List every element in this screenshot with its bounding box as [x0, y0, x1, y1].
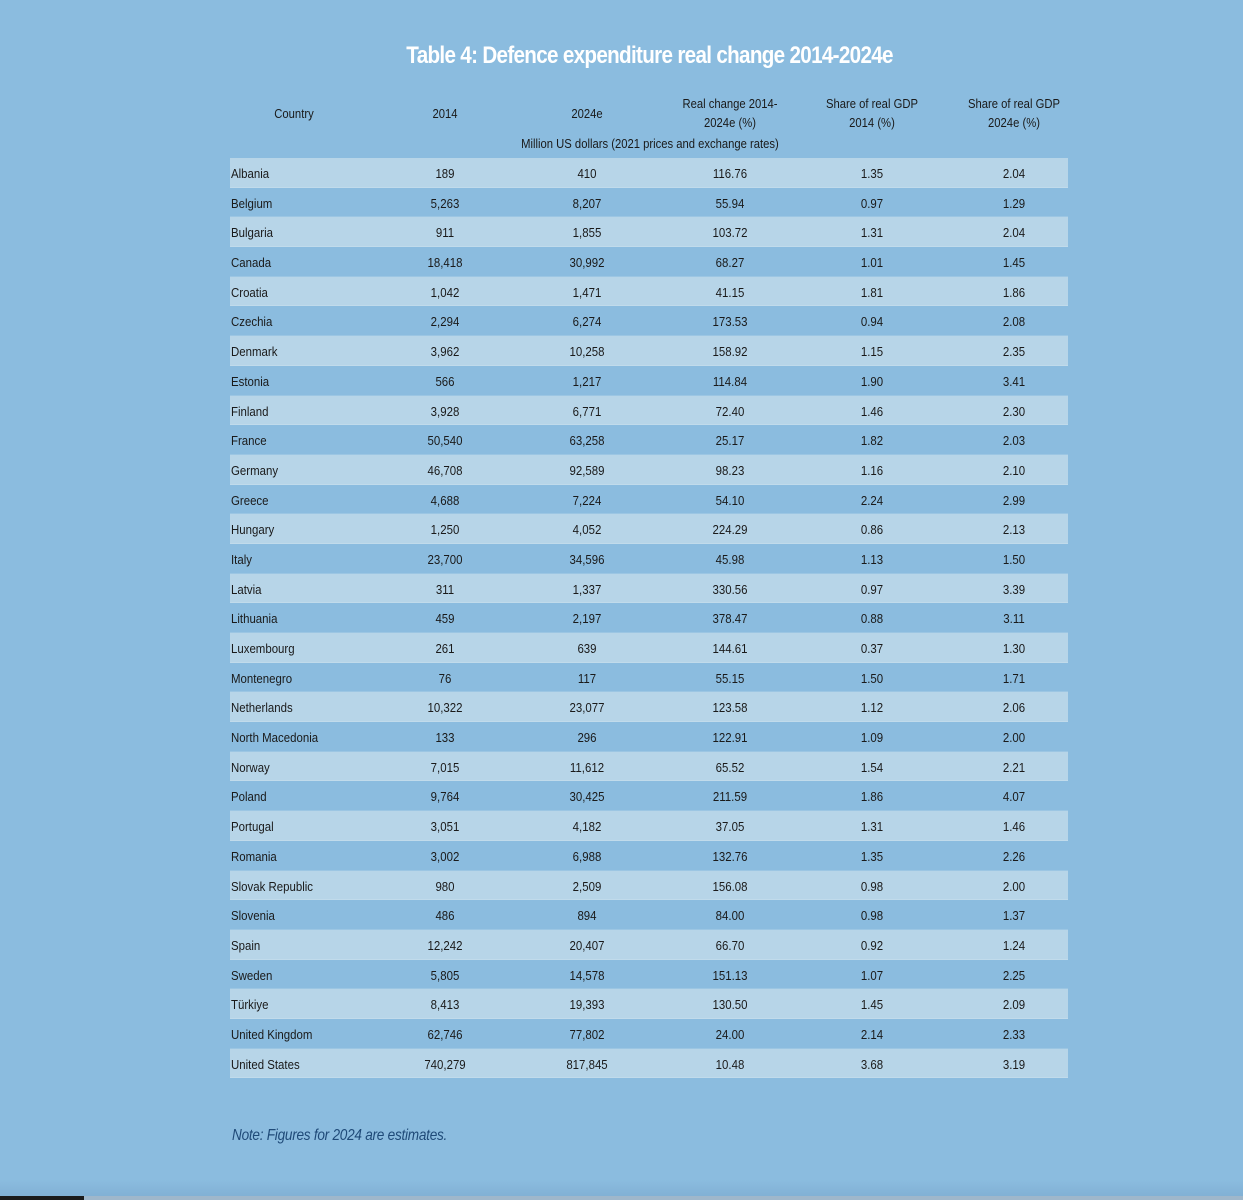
cell-real-change: 156.08	[712, 878, 748, 894]
cell-2024e: 4,052	[572, 522, 602, 538]
cell-real-change: 116.76	[712, 166, 748, 181]
cell-2014: 311	[435, 581, 455, 597]
cell-2014: 5,263	[430, 195, 460, 211]
cell-gdp-2014: 1.31	[860, 819, 884, 835]
table-row	[230, 574, 1068, 604]
cell-real-change: 130.50	[712, 997, 748, 1013]
cell-gdp-2024e: 2.06	[1002, 700, 1026, 716]
cell-gdp-2014: 0.97	[860, 195, 884, 211]
cell-gdp-2024e: 1.46	[1002, 819, 1026, 835]
cell-real-change: 55.94	[715, 195, 745, 211]
cell-real-change: 330.56	[712, 581, 748, 597]
cell-country: Norway	[231, 759, 270, 775]
cell-gdp-2024e: 1.37	[1002, 908, 1026, 924]
table-body	[230, 158, 1068, 1078]
defence-expenditure-table	[230, 90, 1068, 1078]
cell-2014: 62,746	[427, 1026, 463, 1042]
cell-gdp-2014: 1.15	[860, 344, 884, 360]
cell-gdp-2014: 1.35	[860, 848, 884, 864]
cell-gdp-2014: 1.54	[860, 759, 884, 775]
cell-2024e: 1,217	[572, 373, 602, 389]
cell-real-change: 24.00	[715, 1026, 745, 1042]
cell-gdp-2024e: 3.19	[1002, 1056, 1026, 1072]
table-row	[230, 1019, 1068, 1049]
cell-gdp-2024e: 2.10	[1002, 462, 1026, 478]
cell-2024e: 14,578	[569, 967, 605, 983]
header-gdp-2014	[809, 95, 935, 133]
cell-gdp-2024e: 3.39	[1002, 581, 1026, 597]
table-row	[230, 781, 1068, 811]
cell-real-change: 55.15	[715, 670, 745, 686]
table-title: Table 4: Defence expenditure real change 2014-2024e	[406, 42, 893, 69]
cell-2024e: 6,274	[572, 314, 602, 330]
cell-real-change: 25.17	[715, 433, 745, 449]
cell-gdp-2024e: 2.26	[1002, 848, 1026, 864]
cell-2024e: 894	[577, 908, 597, 924]
cell-real-change: 45.98	[715, 551, 745, 567]
cell-gdp-2024e: 1.30	[1002, 641, 1026, 656]
cell-2024e: 117	[577, 670, 597, 686]
cell-2014: 189	[435, 166, 455, 181]
cell-2024e: 1,855	[572, 225, 602, 241]
cell-country: Spain	[231, 937, 261, 953]
cell-2014: 740,279	[424, 1056, 466, 1072]
table-row	[230, 989, 1068, 1019]
cell-country: Czechia	[231, 314, 273, 330]
cell-country: Romania	[231, 848, 277, 864]
cell-real-change: 224.29	[712, 522, 748, 538]
table-row	[230, 1049, 1068, 1079]
header-real-change	[667, 95, 793, 133]
table-row	[230, 930, 1068, 960]
cell-2024e: 77,802	[569, 1026, 605, 1042]
cell-real-change: 132.76	[712, 848, 748, 864]
cell-gdp-2014: 2.14	[860, 1026, 884, 1042]
cell-gdp-2014: 1.35	[860, 166, 884, 181]
cell-real-change: 103.72	[712, 225, 748, 241]
cell-real-change: 122.91	[712, 730, 748, 746]
table-header	[230, 90, 1068, 158]
cell-country: Slovak Republic	[231, 878, 314, 894]
cell-real-change: 84.00	[715, 908, 745, 924]
header-gdp-2024e-line2: 2024e (%)	[988, 116, 1040, 130]
cell-country: Latvia	[231, 581, 262, 597]
cell-gdp-2024e: 2.08	[1002, 314, 1026, 330]
cell-2024e: 92,589	[569, 462, 605, 478]
cell-country: Türkiye	[231, 997, 269, 1013]
table-row	[230, 752, 1068, 782]
cell-country: Italy	[231, 551, 252, 567]
cell-2014: 261	[435, 641, 455, 656]
table-note: Note: Figures for 2024 are estimates.	[232, 1127, 448, 1144]
cell-2014: 3,962	[430, 344, 460, 360]
cell-real-change: 68.27	[715, 255, 745, 271]
header-gdp-2024e-line1: Share of real GDP	[968, 97, 1060, 111]
cell-gdp-2024e: 2.33	[1002, 1026, 1026, 1042]
cell-2014: 18,418	[427, 255, 463, 271]
cell-gdp-2024e: 1.86	[1002, 284, 1026, 300]
cell-gdp-2014: 1.13	[860, 551, 884, 567]
cell-gdp-2024e: 1.24	[1002, 937, 1026, 953]
cell-gdp-2024e: 2.25	[1002, 967, 1026, 983]
cell-real-change: 173.53	[712, 314, 748, 330]
cell-country: Albania	[231, 166, 270, 181]
cell-real-change: 41.15	[715, 284, 745, 300]
cell-2014: 4,688	[430, 492, 460, 508]
cell-country: Luxembourg	[231, 641, 295, 656]
cell-real-change: 66.70	[715, 937, 745, 953]
table-row	[230, 158, 1068, 188]
cell-gdp-2014: 0.37	[860, 641, 884, 656]
cell-gdp-2014: 1.12	[860, 700, 884, 716]
cell-2014: 5,805	[430, 967, 460, 983]
cell-real-change: 54.10	[715, 492, 745, 508]
table-row	[230, 811, 1068, 841]
cell-country: Slovenia	[231, 908, 275, 924]
cell-gdp-2024e: 2.04	[1002, 166, 1026, 181]
cell-2014: 10,322	[427, 700, 463, 716]
table-row	[230, 485, 1068, 515]
cell-gdp-2024e: 1.50	[1002, 551, 1026, 567]
cell-gdp-2024e: 2.13	[1002, 522, 1026, 538]
table-row	[230, 336, 1068, 366]
cell-country: Hungary	[231, 522, 275, 538]
table-row	[230, 277, 1068, 307]
cell-gdp-2024e: 1.45	[1002, 255, 1026, 271]
cell-2024e: 10,258	[569, 344, 605, 360]
header-units-subheader: Million US dollars (2021 prices and exchange rates)	[521, 137, 779, 151]
cell-2024e: 20,407	[569, 937, 605, 953]
table-row	[230, 425, 1068, 455]
cell-country: Poland	[231, 789, 267, 805]
table-row	[230, 366, 1068, 396]
cell-2014: 3,002	[430, 848, 460, 864]
cell-2014: 3,051	[430, 819, 460, 835]
cell-real-change: 98.23	[715, 462, 745, 478]
bottom-scroll-bar	[0, 1196, 1243, 1200]
cell-country: France	[231, 433, 267, 449]
cell-2014: 566	[435, 373, 455, 389]
cell-real-change: 10.48	[715, 1056, 745, 1072]
cell-gdp-2014: 0.94	[860, 314, 884, 330]
cell-real-change: 158.92	[712, 344, 748, 360]
cell-gdp-2024e: 2.00	[1002, 878, 1026, 894]
cell-country: Germany	[231, 462, 279, 478]
cell-2014: 8,413	[430, 997, 460, 1013]
cell-2024e: 410	[577, 166, 597, 181]
cell-2024e: 7,224	[572, 492, 602, 508]
cell-real-change: 65.52	[715, 759, 745, 775]
cell-2024e: 23,077	[569, 700, 605, 716]
table-row	[230, 633, 1068, 663]
cell-gdp-2014: 1.31	[860, 225, 884, 241]
cell-gdp-2014: 0.86	[860, 522, 884, 538]
cell-gdp-2024e: 2.99	[1002, 492, 1026, 508]
cell-gdp-2024e: 1.71	[1002, 670, 1026, 686]
cell-gdp-2014: 1.86	[860, 789, 884, 805]
cell-gdp-2014: 1.45	[860, 997, 884, 1013]
cell-2014: 3,928	[430, 403, 460, 419]
cell-gdp-2024e: 1.29	[1002, 195, 1026, 211]
cell-real-change: 114.84	[712, 373, 748, 389]
cell-gdp-2014: 0.92	[860, 937, 884, 953]
cell-2024e: 30,992	[569, 255, 605, 271]
cell-country: Croatia	[231, 284, 268, 300]
cell-gdp-2024e: 3.41	[1002, 373, 1026, 389]
header-real-change-line2: 2024e (%)	[704, 116, 756, 130]
cell-2024e: 8,207	[572, 195, 602, 211]
cell-gdp-2014: 0.97	[860, 581, 884, 597]
table-row	[230, 247, 1068, 277]
cell-gdp-2014: 1.07	[860, 967, 884, 983]
cell-country: Lithuania	[231, 611, 278, 627]
header-gdp-2014-line1: Share of real GDP	[826, 97, 918, 111]
cell-2014: 133	[435, 730, 455, 746]
header-real-change-line1: Real change 2014-	[682, 97, 778, 111]
cell-country: United States	[231, 1056, 300, 1072]
cell-gdp-2024e: 2.00	[1002, 730, 1026, 746]
cell-real-change: 151.13	[712, 967, 748, 983]
cell-gdp-2014: 1.90	[860, 373, 884, 389]
cell-gdp-2024e: 2.04	[1002, 225, 1026, 241]
cell-country: Sweden	[231, 967, 273, 983]
cell-2024e: 4,182	[572, 819, 602, 835]
table-row	[230, 663, 1068, 693]
cell-gdp-2014: 2.24	[860, 492, 884, 508]
bottom-bar-segment	[0, 1196, 84, 1200]
table-row	[230, 603, 1068, 633]
cell-country: Denmark	[231, 344, 278, 360]
cell-gdp-2014: 1.09	[860, 730, 884, 746]
cell-country: Belgium	[231, 195, 273, 211]
cell-2024e: 2,509	[572, 878, 602, 894]
table-row	[230, 455, 1068, 485]
cell-2014: 46,708	[427, 462, 463, 478]
cell-2024e: 6,988	[572, 848, 602, 864]
cell-2014: 9,764	[430, 789, 460, 805]
cell-real-change: 378.47	[712, 611, 748, 627]
cell-2024e: 34,596	[569, 551, 605, 567]
cell-2014: 486	[435, 908, 455, 924]
cell-2014: 50,540	[427, 433, 463, 449]
cell-gdp-2014: 0.98	[860, 878, 884, 894]
cell-gdp-2024e: 2.35	[1002, 344, 1026, 360]
table-row	[230, 722, 1068, 752]
cell-real-change: 37.05	[715, 819, 745, 835]
cell-2024e: 817,845	[566, 1056, 608, 1072]
table-row	[230, 692, 1068, 722]
table-row	[230, 960, 1068, 990]
cell-gdp-2014: 0.98	[860, 908, 884, 924]
cell-gdp-2014: 0.88	[860, 611, 884, 627]
table-row	[230, 841, 1068, 871]
table-row	[230, 900, 1068, 930]
cell-2024e: 639	[577, 641, 597, 656]
cell-2014: 12,242	[427, 937, 463, 953]
cell-2024e: 296	[577, 730, 597, 746]
cell-2014: 7,015	[430, 759, 460, 775]
cell-2024e: 11,612	[569, 759, 605, 775]
cell-gdp-2024e: 4.07	[1002, 789, 1026, 805]
cell-country: Estonia	[231, 373, 270, 389]
table-row	[230, 188, 1068, 218]
cell-2014: 1,042	[430, 284, 460, 300]
table-row	[230, 306, 1068, 336]
cell-2024e: 30,425	[569, 789, 605, 805]
table-row	[230, 217, 1068, 247]
cell-gdp-2024e: 2.30	[1002, 403, 1026, 419]
cell-gdp-2024e: 3.11	[1003, 611, 1025, 627]
cell-country: Montenegro	[231, 670, 293, 686]
cell-2024e: 6,771	[572, 403, 602, 419]
cell-country: United Kingdom	[231, 1026, 313, 1042]
cell-real-change: 72.40	[715, 403, 745, 419]
cell-country: Greece	[231, 492, 269, 508]
header-country: Country	[274, 107, 314, 121]
cell-gdp-2014: 1.46	[860, 403, 884, 419]
header-2024e: 2024e	[571, 107, 603, 121]
cell-2024e: 2,197	[572, 611, 602, 627]
cell-gdp-2024e: 2.21	[1002, 759, 1026, 775]
cell-real-change: 144.61	[712, 641, 748, 656]
cell-country: Finland	[231, 403, 269, 419]
cell-2024e: 1,337	[572, 581, 602, 597]
header-gdp-2024e	[951, 95, 1077, 133]
cell-2014: 1,250	[430, 522, 460, 538]
cell-country: Portugal	[231, 819, 274, 835]
cell-gdp-2014: 3.68	[860, 1056, 884, 1072]
cell-gdp-2024e: 2.03	[1002, 433, 1026, 449]
cell-gdp-2014: 1.81	[860, 284, 884, 300]
cell-country: Netherlands	[231, 700, 293, 716]
cell-real-change: 211.59	[712, 789, 748, 805]
table-row	[230, 514, 1068, 544]
table-row	[230, 396, 1068, 426]
cell-real-change: 123.58	[712, 700, 748, 716]
header-gdp-2014-line2: 2014 (%)	[849, 116, 895, 130]
cell-2014: 980	[435, 878, 455, 894]
header-2014: 2014	[432, 107, 458, 121]
cell-gdp-2024e: 2.09	[1002, 997, 1026, 1013]
cell-2014: 911	[435, 225, 455, 241]
cell-country: North Macedonia	[231, 730, 319, 746]
cell-2014: 459	[435, 611, 455, 627]
cell-2014: 23,700	[427, 551, 463, 567]
table-row	[230, 544, 1068, 574]
cell-gdp-2014: 1.82	[860, 433, 884, 449]
cell-2024e: 1,471	[572, 284, 602, 300]
cell-country: Canada	[231, 255, 272, 271]
cell-gdp-2014: 1.01	[860, 255, 884, 271]
cell-2014: 76	[438, 670, 452, 686]
table-row	[230, 871, 1068, 901]
cell-2024e: 63,258	[569, 433, 605, 449]
cell-2014: 2,294	[430, 314, 460, 330]
cell-gdp-2014: 1.16	[860, 462, 884, 478]
cell-gdp-2014: 1.50	[860, 670, 884, 686]
cell-country: Bulgaria	[231, 225, 273, 241]
cell-2024e: 19,393	[569, 997, 605, 1013]
